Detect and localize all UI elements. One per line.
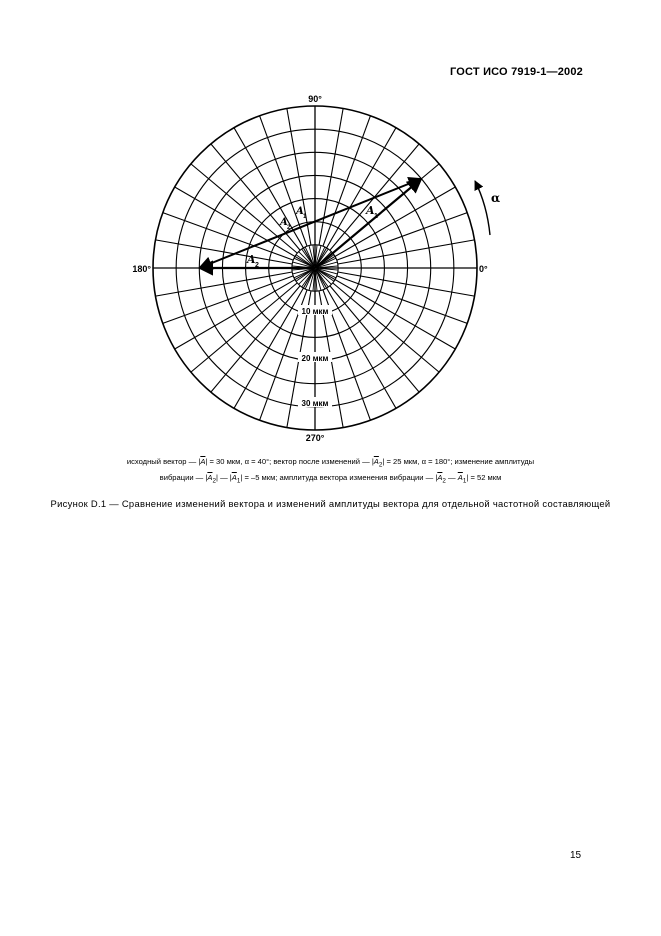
legend-1-sub-2: 2	[378, 461, 383, 469]
legend-1-part-2: | = 30 мкм, α = 40°; вектор после изменений — |	[205, 457, 374, 466]
legend-1-vector-a: $\overline{A}$	[200, 457, 206, 466]
vector-label-a1	[365, 204, 378, 220]
radius-label-30: 30 мкм	[301, 399, 329, 408]
vector-label-a2-symbol: A	[247, 253, 256, 266]
rotation-arrow-icon	[475, 181, 490, 235]
angle-label-180: 180°	[132, 264, 151, 274]
legend-2-vector-a2-b: $\overline{A}$	[437, 473, 443, 482]
legend-line-1	[40, 456, 621, 472]
vector-label-a1-subscript: 1	[374, 213, 378, 220]
legend-2-sub-2-b: 2	[442, 477, 446, 485]
standard-id: ГОСТ ИСО 7919-1—2002	[449, 66, 583, 78]
legend-2-part-4: —	[445, 473, 458, 482]
vector-label-delta-symbol-1: A	[296, 206, 304, 217]
legend-line-2	[40, 472, 621, 488]
vector-label-a1-symbol: A	[366, 204, 375, 217]
vector-label-a2-subscript: 2	[255, 262, 259, 269]
vector-label-a2	[246, 253, 259, 269]
legend-2-part-5: | = 52 мкм	[466, 473, 502, 482]
legend-1-vector-a2: $\overline{A}$	[373, 457, 379, 466]
figure-caption: Рисунок D.1 — Сравнение изменений вектора и изменений амплитуды вектора для отдельной частотной составляющей	[50, 498, 611, 509]
vector-label-delta-subscript-1: 1	[303, 214, 307, 220]
legend-1-part-1: исходный вектор — |	[126, 457, 201, 466]
legend-2-part-2: | — |	[215, 473, 232, 482]
page-number: 15	[570, 850, 582, 861]
legend-2-sub-1: 1	[236, 477, 241, 485]
legend-2-vector-a1: $\overline{A}$	[231, 473, 237, 482]
legend-2-part-3: | = –5 мкм; амплитуда вектора изменения вибрации — |	[240, 473, 438, 482]
legend-2-vector-a2: $\overline{A}$	[207, 473, 213, 482]
legend-2-vector-a1-b: $\overline{A}$	[457, 473, 463, 482]
legend-2-part-1: вибрации — |	[159, 473, 208, 482]
angle-label-90: 90°	[308, 94, 322, 104]
angle-label-270: 270°	[305, 433, 325, 443]
radius-label-20: 20 мкм	[301, 354, 329, 363]
radius-label-10: 10 мкм	[301, 307, 329, 316]
rotation-symbol: α	[491, 191, 501, 205]
angle-label-0: 0°	[479, 264, 488, 274]
vector-label-delta-symbol-2: A	[280, 217, 288, 228]
vector-label-delta-subscript-2: 2	[287, 225, 291, 231]
legend-2-sub-1-b: 1	[462, 477, 467, 485]
legend-2-sub-2: 2	[212, 477, 216, 485]
legend-1-part-3: | = 25 мкм, α = 180°; изменение амплитуды	[382, 457, 535, 466]
